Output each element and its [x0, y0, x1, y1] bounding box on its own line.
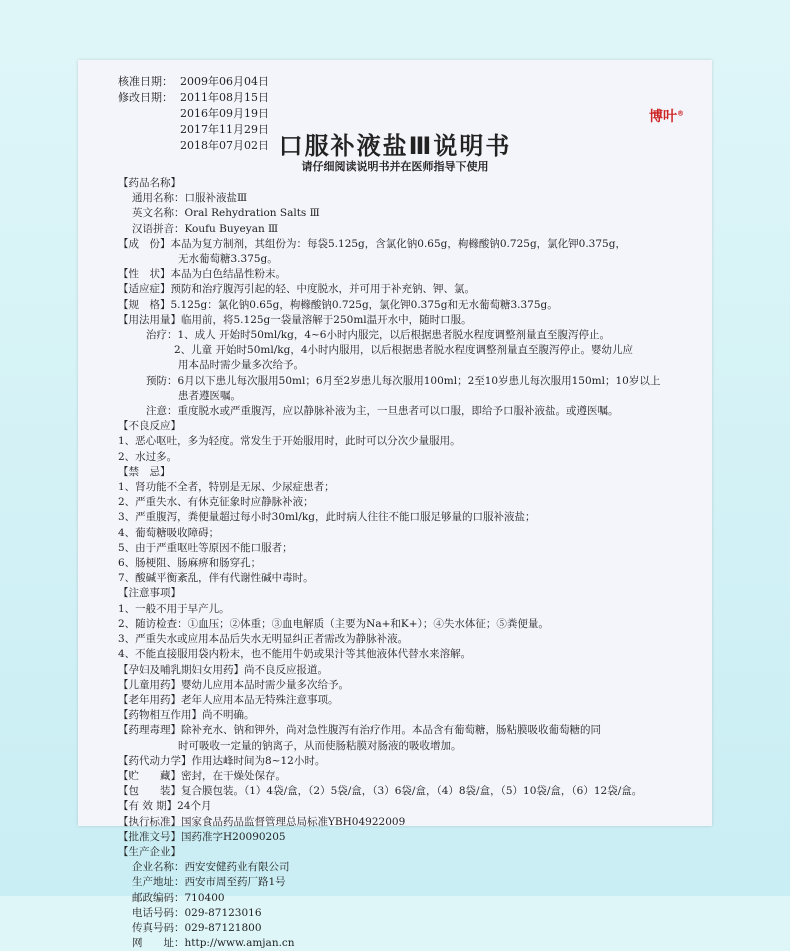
section-line: 【贮 藏】密封，在干燥处保存。	[118, 769, 286, 782]
section-heading: 【药品名称】	[118, 177, 181, 189]
text-line: 1、一般不用于早产儿。	[118, 602, 230, 615]
section-line: 【性 状】本品为白色结晶性粉末。	[118, 268, 286, 281]
section-line: 【用法用量】临用前，将5.125g一袋量溶解于250ml温开水中，随时口服。	[118, 313, 472, 326]
document-subtitle: 请仔细阅读说明书并在医师指导下使用	[301, 160, 489, 173]
text-line: 治疗：1、成人 开始时50ml/kg，4~6小时内服完，以后根据患者脱水程度调整剂量直至腹泻停止。	[146, 329, 610, 342]
section-line: 【适应症】预防和治疗腹泻引起的轻、中度脱水，并可用于补充钠、钾、氯。	[118, 283, 475, 296]
text-line: 英文名称：Oral Rehydration Salts Ⅲ	[132, 207, 320, 220]
date-row: 2016年09月19日	[180, 107, 269, 120]
section-line: 【老年用药】老年人应用本品无特殊注意事项。	[118, 693, 339, 706]
section-line: 【儿童用药】婴幼儿应用本品时需少量多次给予。	[118, 678, 349, 691]
text-line: 无水葡萄糖3.375g。	[178, 253, 278, 266]
date-row: 2017年11月29日	[180, 123, 269, 136]
section-line: 【规 格】5.125g：氯化钠0.65g，枸橼酸钠0.725g，氯化钾0.375g和无水葡萄糖3.375g。	[118, 298, 558, 311]
text-line: 电话号码：029-87123016	[132, 906, 262, 919]
text-line: 网 址：http://www.amjan.cn	[132, 937, 295, 950]
text-line: 2、严重失水、有休克征象时应静脉补液；	[118, 496, 314, 509]
text-line: 预防：6月以下患儿每次服用50ml；6月至2岁患儿每次服用100ml；2至10岁患儿每次服用150ml；10岁以上	[146, 374, 661, 387]
section-line: 【执行标准】国家食品药品监督管理总局标准YBH04922009	[118, 815, 406, 828]
date-row: 2018年07月02日	[180, 139, 269, 152]
section-heading: 【禁 忌】	[118, 465, 171, 478]
date-row: 修改日期： 2011年08月15日	[118, 91, 269, 104]
section-line: 【孕妇及哺乳期妇女用药】尚不良反应报道。	[118, 663, 328, 676]
text-line: 1、肾功能不全者，特别是无尿、少尿症患者；	[118, 481, 335, 494]
section-heading: 【不良反应】	[118, 420, 181, 433]
text-line: 3、严重失水或应用本品后失水无明显纠正者需改为静脉补液。	[118, 633, 409, 646]
date-row: 核准日期： 2009年06月04日	[118, 75, 269, 88]
section-line: 【批准文号】国药准字H20090205	[118, 830, 286, 843]
text-line: 6、肠梗阻、肠麻痹和肠穿孔；	[118, 557, 262, 570]
brand-logo	[649, 106, 684, 126]
text-line: 1、恶心呕吐，多为轻度。常发生于开始服用时，此时可以分次少量服用。	[118, 435, 461, 448]
document-title: 口服补液盐Ⅲ说明书	[278, 132, 512, 160]
section-line: 【有 效 期】24个月	[118, 800, 212, 813]
section-line: 【药物相互作用】尚不明确。	[118, 709, 255, 722]
section-line: 【成 份】本品为复方制剂，其组份为：每袋5.125g，含氯化钠0.65g，枸橼酸钠0.725g，氯化钾0.375g，	[118, 237, 626, 250]
insert-body	[118, 176, 688, 951]
text-line: 2、儿童 开始时50ml/kg，4小时内服用，以后根据患者脱水程度调整剂量直至腹泻停止。婴幼儿应	[174, 344, 633, 357]
text-line: 7、酸碱平衡紊乱，伴有代谢性碱中毒时。	[118, 572, 314, 585]
text-line: 时可吸收一定量的钠离子，从而使肠粘膜对肠液的吸收增加。	[178, 739, 462, 752]
brand-name: 博叶	[649, 109, 677, 125]
text-line: 注意：重度脱水或严重腹泻，应以静脉补液为主，一旦患者可以口服，即给予口服补液盐。或遵医嘱。	[146, 405, 619, 418]
text-line: 患者遵医嘱。	[178, 389, 241, 402]
text-line: 汉语拼音：Koufu Buyeyan Ⅲ	[132, 222, 279, 235]
text-line: 用本品时需少量多次给予。	[178, 359, 304, 372]
text-line: 2、水过多。	[118, 450, 178, 463]
text-line: 企业名称：西安安健药业有限公司	[132, 861, 290, 874]
text-line: 2、随访检查：①血压；②体重；③血电解质（主要为Na+和K+）；④失水体征；⑤粪便量。	[118, 617, 549, 630]
section-line: 【药代动力学】作用达峰时间为8~12小时。	[118, 754, 326, 767]
text-line: 4、不能直接服用袋内粉末，也不能用牛奶或果汁等其他液体代替水来溶解。	[118, 648, 472, 661]
text-line: 传真号码：029-87121800	[132, 921, 262, 934]
text-line: 3、严重腹泻，粪便量超过每小时30ml/kg，此时病人往往不能口服足够量的口服补液盐；	[118, 511, 536, 524]
text-line: 5、由于严重呕吐等原因不能口服者；	[118, 541, 293, 554]
registered-mark: ®	[677, 109, 684, 118]
section-line: 【包 装】复合膜包装。（1）4袋/盒，（2）5袋/盒，（3）6袋/盒，（4）8袋/盒，（5）10袋/盒，（6）12袋/盒。	[118, 785, 643, 798]
section-heading: 【注意事项】	[118, 587, 181, 600]
text-line: 邮政编码：710400	[132, 891, 225, 904]
package-insert-sheet	[78, 60, 712, 950]
text-line: 通用名称：口服补液盐Ⅲ	[132, 192, 248, 205]
section-line: 【药理毒理】除补充水、钠和钾外，尚对急性腹泻有治疗作用。本品含有葡萄糖，肠粘膜吸收葡萄糖的同	[118, 724, 601, 737]
section-heading: 【生产企业】	[118, 845, 181, 858]
text-line: 生产地址：西安市周至药厂路1号	[132, 876, 286, 889]
text-line: 4、葡萄糖吸收障碍；	[118, 526, 220, 539]
